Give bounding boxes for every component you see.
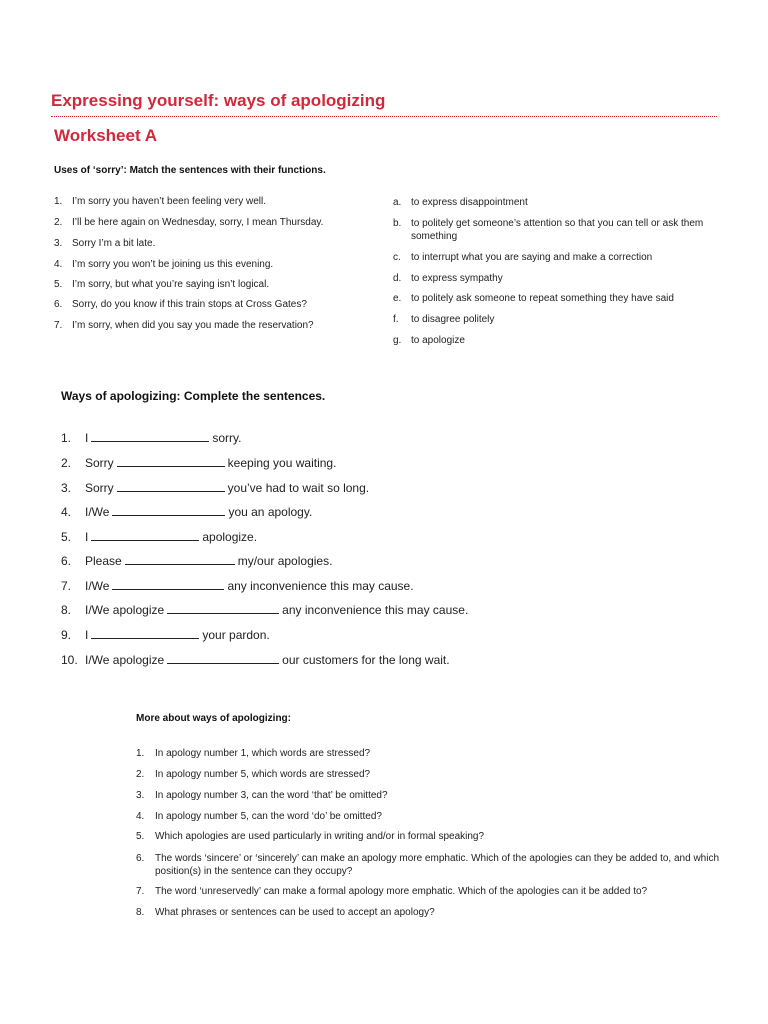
item-number: 4. <box>54 259 63 270</box>
function-text: to apologize <box>411 335 465 346</box>
sentence-text: I’ll be here again on Wednesday, sorry, I mean Thursday. <box>72 217 324 228</box>
question-item <box>136 747 761 760</box>
item-number: 2. <box>61 456 72 470</box>
question-item <box>136 906 761 919</box>
item-number: 3. <box>54 238 63 249</box>
sentence-end: your pardon. <box>202 628 270 642</box>
worksheet-subtitle: Worksheet A <box>54 126 157 145</box>
answer-blank[interactable] <box>125 553 235 565</box>
fill-blank-item <box>61 578 414 593</box>
answer-blank[interactable] <box>117 480 225 492</box>
item-number: 2. <box>136 769 145 780</box>
sentence-start: I/We <box>85 505 110 519</box>
item-letter: f. <box>393 314 399 325</box>
function-text: to politely ask someone to repeat something they have said <box>411 293 674 304</box>
sentence-start: Sorry <box>85 481 114 495</box>
function-text: to politely get someone’s attention so that you can tell or ask them something <box>411 218 704 242</box>
sentence-end: you’ve had to wait so long. <box>227 481 370 495</box>
item-number: 6. <box>136 853 145 864</box>
item-number: 4. <box>136 811 145 822</box>
answer-blank[interactable] <box>117 455 225 467</box>
answer-blank[interactable] <box>91 430 209 442</box>
item-number: 2. <box>54 217 63 228</box>
sentence-end: you an apology. <box>228 505 313 519</box>
sentence-start: I/We apologize <box>85 603 165 617</box>
question-item <box>136 830 761 843</box>
item-number: 10. <box>61 653 78 667</box>
question-text: Which apologies are used particularly in writing and/or in formal speaking? <box>155 831 485 842</box>
sentence-item <box>54 238 155 249</box>
item-number: 8. <box>61 603 72 617</box>
sentence-start: I/We apologize <box>85 653 165 667</box>
sentence-start: I <box>85 431 89 445</box>
sentence-text: I’m sorry you haven’t been feeling very well. <box>72 196 266 207</box>
item-number: 1. <box>136 748 145 759</box>
sentence-end: apologize. <box>202 530 258 544</box>
sentence-end: keeping you waiting. <box>227 456 337 470</box>
question-item <box>136 885 761 898</box>
function-item <box>393 292 723 305</box>
fill-blank-item <box>61 455 336 470</box>
question-text: The word ‘unreservedly’ can make a formal apology more emphatic. Which of the apologies can it be added to? <box>155 886 648 897</box>
item-number: 5. <box>61 530 72 544</box>
section2-instruction: Ways of apologizing: Complete the sentences. <box>61 389 326 403</box>
answer-blank[interactable] <box>112 504 225 516</box>
sentence-end: any inconvenience this may cause. <box>227 579 414 593</box>
fill-blank-item <box>61 529 257 544</box>
item-letter: d. <box>393 273 402 284</box>
sentence-start: I/We <box>85 579 110 593</box>
sentence-item <box>54 217 323 228</box>
function-item <box>393 272 723 285</box>
title-divider <box>51 116 717 117</box>
item-number: 8. <box>136 907 145 918</box>
sentence-text: I’m sorry you won’t be joining us this evening. <box>72 259 274 270</box>
item-number: 3. <box>136 790 145 801</box>
function-text: to express sympathy <box>411 273 503 284</box>
sentence-item <box>54 299 307 310</box>
item-number: 3. <box>61 481 72 495</box>
answer-blank[interactable] <box>91 627 199 639</box>
item-number: 9. <box>61 628 72 642</box>
question-item <box>136 810 761 823</box>
item-number: 6. <box>61 554 72 568</box>
sentence-start: I <box>85 530 89 544</box>
question-item <box>136 768 761 781</box>
item-number: 1. <box>61 431 72 445</box>
answer-blank[interactable] <box>91 529 199 541</box>
sentence-start: Sorry <box>85 456 114 470</box>
function-text: to interrupt what you are saying and make a correction <box>411 252 653 263</box>
fill-blank-item <box>61 504 312 519</box>
function-item <box>393 313 723 326</box>
answer-blank[interactable] <box>112 578 224 590</box>
sentence-item <box>54 196 266 207</box>
sentence-item <box>54 259 273 270</box>
function-item <box>393 251 723 264</box>
item-letter: g. <box>393 335 402 346</box>
function-item <box>393 217 723 243</box>
item-letter: c. <box>393 252 401 263</box>
item-letter: e. <box>393 293 402 304</box>
sentence-text: Sorry, do you know if this train stops at Cross Gates? <box>72 299 307 310</box>
sentence-end: my/our apologies. <box>237 554 333 568</box>
item-number: 6. <box>54 299 63 310</box>
question-text: In apology number 1, which words are stressed? <box>155 748 371 759</box>
sentence-end: our customers for the long wait. <box>282 653 450 667</box>
item-number: 5. <box>54 279 63 290</box>
question-text: What phrases or sentences can be used to accept an apology? <box>155 907 435 918</box>
item-number: 7. <box>61 579 72 593</box>
question-item <box>136 789 761 802</box>
function-text: to disagree politely <box>411 314 495 325</box>
question-text: In apology number 5, can the word ‘do’ be omitted? <box>155 811 382 822</box>
function-item <box>393 196 723 209</box>
function-item <box>393 334 723 347</box>
sentence-text: Sorry I’m a bit late. <box>72 238 156 249</box>
answer-blank[interactable] <box>167 652 279 664</box>
question-text: In apology number 5, which words are stressed? <box>155 769 371 780</box>
function-text: to express disappointment <box>411 197 528 208</box>
item-letter: a. <box>393 197 402 208</box>
section1-instruction: Uses of ‘sorry’: Match the sentences with their functions. <box>54 165 326 176</box>
sentence-item <box>54 279 269 290</box>
answer-blank[interactable] <box>167 602 279 614</box>
item-number: 5. <box>136 831 145 842</box>
question-text: In apology number 3, can the word ‘that’ be omitted? <box>155 790 388 801</box>
fill-blank-item <box>61 602 468 617</box>
fill-blank-item <box>61 553 332 568</box>
item-number: 7. <box>54 320 63 331</box>
fill-blank-item <box>61 652 450 667</box>
sentence-end: sorry. <box>212 431 242 445</box>
fill-blank-item <box>61 430 241 445</box>
sentence-end: any inconvenience this may cause. <box>282 603 469 617</box>
fill-blank-item <box>61 480 369 495</box>
fill-blank-item <box>61 627 270 642</box>
page-title: Expressing yourself: ways of apologizing <box>51 91 386 110</box>
item-number: 4. <box>61 505 72 519</box>
question-item <box>136 852 761 878</box>
sentence-start: I <box>85 628 89 642</box>
sentence-text: I’m sorry, when did you say you made the reservation? <box>72 320 314 331</box>
sentence-start: Please <box>85 554 122 568</box>
item-letter: b. <box>393 218 402 229</box>
question-text: The words ‘sincere’ or ‘sincerely’ can make an apology more emphatic. Which of the apologies can they be added to, and which position(s) in the sentence can they occupy? <box>155 853 720 877</box>
sentence-text: I’m sorry, but what you’re saying isn’t logical. <box>72 279 270 290</box>
sentence-item <box>54 320 314 331</box>
section3-instruction: More about ways of apologizing: <box>136 713 291 724</box>
item-number: 7. <box>136 886 145 897</box>
item-number: 1. <box>54 196 63 207</box>
